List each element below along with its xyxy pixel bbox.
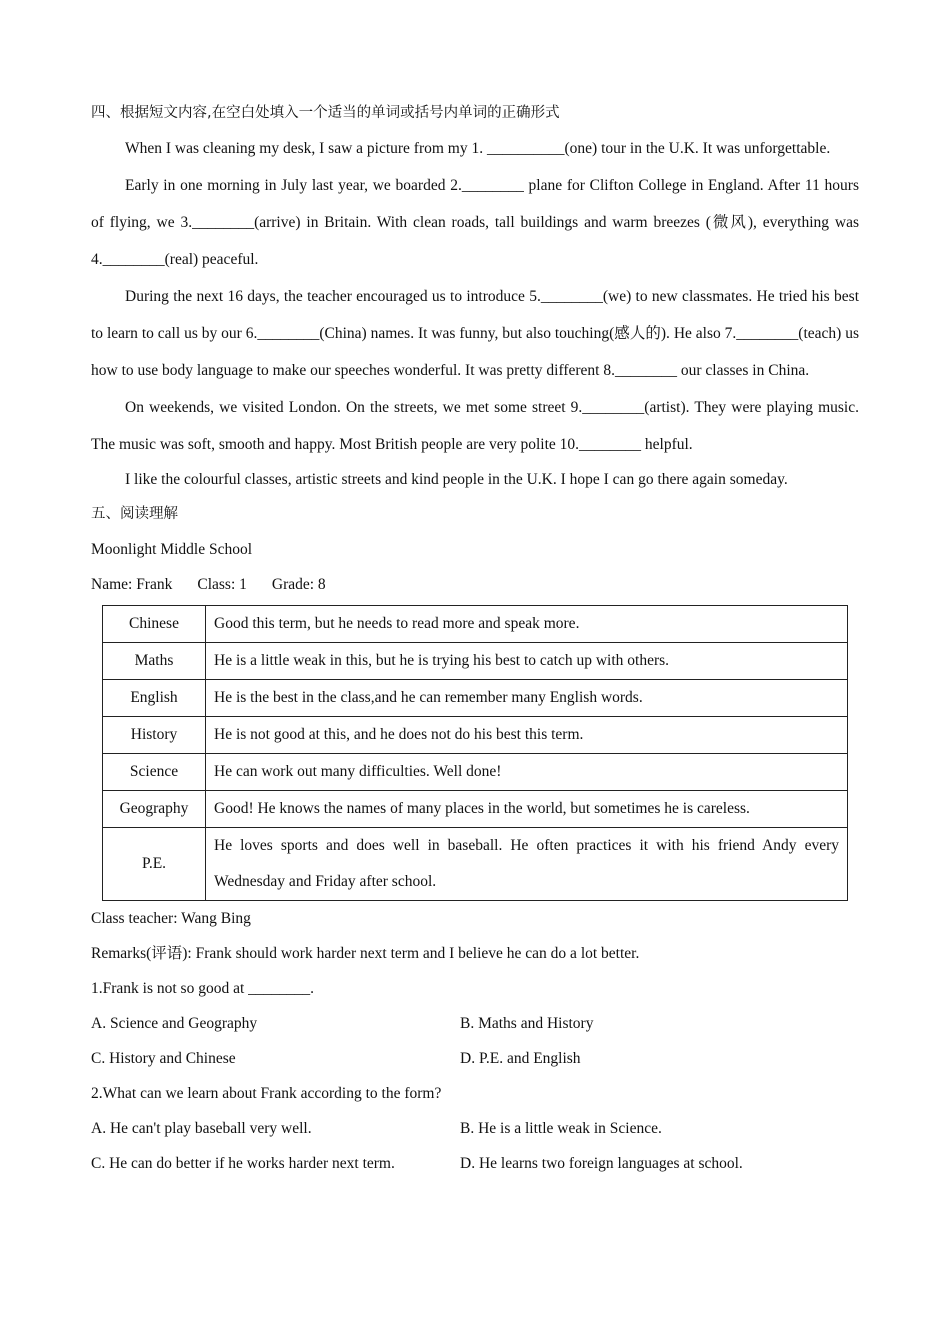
comment-cell: He can work out many difficulties. Well done! (206, 754, 848, 791)
school-name: Moonlight Middle School (91, 541, 253, 558)
question-2-options-row-2 (91, 1146, 859, 1181)
option-b: B. He is a little weak in Science. (460, 1120, 662, 1137)
option-d: D. He learns two foreign languages at school. (460, 1155, 743, 1172)
remarks: Remarks(评语): Frank should work harder next term and I believe he can do a lot better. (91, 945, 640, 962)
option-d: D. P.E. and English (460, 1050, 581, 1067)
table-row (103, 643, 848, 680)
section5-heading: 五、阅读理解 (91, 506, 178, 522)
subject-cell: English (103, 680, 206, 717)
table-row (103, 828, 848, 901)
option-b: B. Maths and History (460, 1015, 594, 1032)
comment-cell: He is not good at this, and he does not do his best this term. (206, 717, 848, 754)
comment-cell: He is a little weak in this, but he is trying his best to catch up with others. (206, 643, 848, 680)
question-1-options-row-2 (91, 1041, 859, 1076)
comment-cell: He loves sports and does well in baseball. He often practices it with his friend Andy every Wednesday and Friday after school. (206, 828, 848, 901)
student-class: Class: 1 (197, 576, 247, 593)
subject-cell: P.E. (103, 828, 206, 901)
option-a: A. He can't play baseball very well. (91, 1120, 312, 1137)
option-a: A. Science and Geography (91, 1015, 258, 1032)
class-teacher: Class teacher: Wang Bing (91, 910, 251, 927)
passage-paragraph-2: Early in one morning in July last year, we boarded 2.________ plane for Clifton College in England. After 11 hours of flying, we 3.________(arrive) in Britain. With clean roads, tall buildings and warm breezes (微风), everything was 4.________(real) peaceful. (91, 177, 859, 268)
section4-heading: 四、根据短文内容,在空白处填入一个适当的单词或括号内单词的正确形式 (91, 105, 560, 121)
question-2-stem: 2.What can we learn about Frank according to the form? (91, 1085, 442, 1102)
subject-cell: Maths (103, 643, 206, 680)
student-grade: Grade: 8 (271, 576, 326, 593)
worksheet-page (91, 96, 859, 1181)
subject-cell: History (103, 717, 206, 754)
table-row (103, 791, 848, 828)
subject-cell: Chinese (103, 606, 206, 643)
question-1-stem: 1.Frank is not so good at ________. (91, 980, 315, 997)
subject-cell: Science (103, 754, 206, 791)
student-info (91, 567, 859, 602)
question-1-options-row-1 (91, 1006, 859, 1041)
table-row (103, 680, 848, 717)
subject-cell: Geography (103, 791, 206, 828)
student-name: Name: Frank (91, 576, 173, 593)
report-card-table (102, 605, 848, 901)
passage-paragraph-5: I like the colourful classes, artistic streets and kind people in the U.K. I hope I can go there again someday. (125, 471, 788, 488)
question-2-options-row-1 (91, 1111, 859, 1146)
table-row (103, 754, 848, 791)
passage-paragraph-3: During the next 16 days, the teacher encouraged us to introduce 5.________(we) to new classmates. He tried his best to learn to call us by our 6.________(China) names. It was funny, but also touching(感人的). He also 7.________(teach) us how to use body language to make our speeches wonderful. It was pretty different 8.________ our classes in China. (91, 288, 859, 379)
comment-cell: He is the best in the class,and he can remember many English words. (206, 680, 848, 717)
option-c: C. History and Chinese (91, 1050, 236, 1067)
table-row (103, 606, 848, 643)
comment-cell: Good! He knows the names of many places in the world, but sometimes he is careless. (206, 791, 848, 828)
option-c: C. He can do better if he works harder next term. (91, 1155, 395, 1172)
passage-paragraph-1: When I was cleaning my desk, I saw a picture from my 1. __________(one) tour in the U.K. It was unforgettable. (125, 140, 831, 157)
table-row (103, 717, 848, 754)
passage-paragraph-4: On weekends, we visited London. On the streets, we met some street 9.________(artist). They were playing music. The music was soft, smooth and happy. Most British people are very polite 10.________ helpful. (91, 399, 859, 453)
comment-cell: Good this term, but he needs to read more and speak more. (206, 606, 848, 643)
